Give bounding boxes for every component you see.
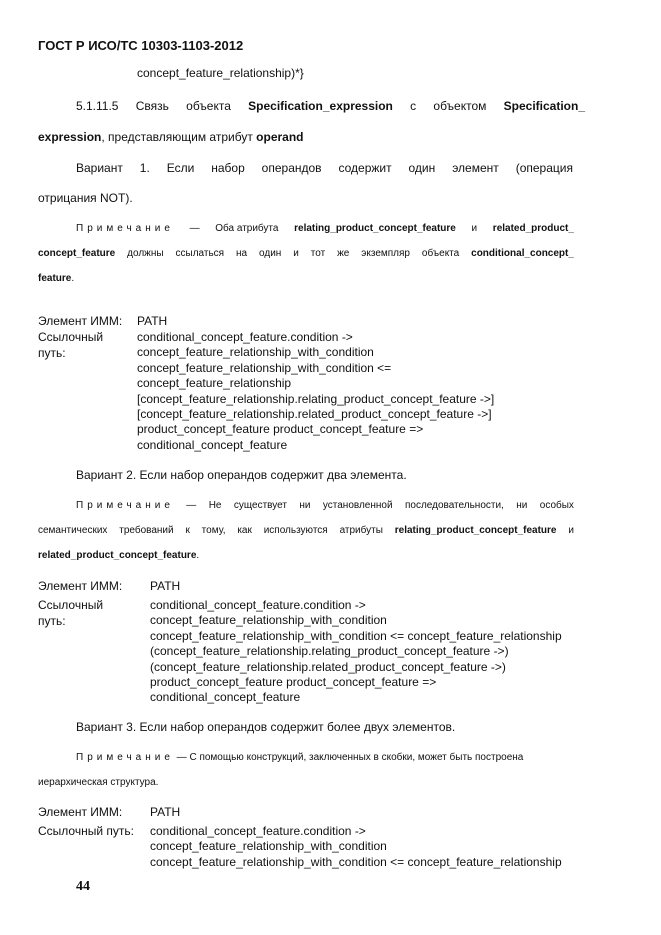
word: экземпляр [361,248,410,259]
bold-term: concept_feature [38,248,116,259]
heading-text: , представляющим атрибут [101,130,257,144]
path-line: concept_feature_relationship_with_condition <= [137,360,392,375]
word: ни [516,500,528,511]
variant2-text: Вариант 2. Если набор операндов содержит два элемента. [76,468,407,482]
block3-element-value: PATH [150,805,181,819]
word: существует [233,500,287,511]
path-line: [concept_feature_relationship.related_product_concept_feature ->] [137,407,492,422]
word: 1. [139,161,150,175]
block2-path [150,598,562,706]
word: к [185,525,190,536]
bold-term: relating_product_concept_feature [394,525,557,536]
note1-line1 [76,223,574,234]
variant3-text: Вариант 3. Если набор операндов содержит более двух элементов. [76,720,456,734]
heading-word: Связь [135,99,169,113]
word: ни [299,500,311,511]
note1-line3 [38,273,74,284]
note2-line2 [38,525,574,536]
block3-path [150,824,562,870]
note-label: Примечание [76,752,174,763]
word: же [337,248,350,259]
path-line: [concept_feature_relationship.relating_product_concept_feature ->] [137,391,495,406]
note3-line2: иерархическая структура. [38,777,159,788]
path-line: product_concept_feature product_concept_feature => [150,675,437,690]
note-label: Примечание [76,223,174,234]
bold-term: related_product_ [492,223,574,234]
word: семантических [38,525,108,536]
bold-term: feature [38,273,72,284]
page-number: 44 [76,879,90,894]
note3-line1 [76,752,523,763]
document-header: ГОСТ Р ИСО/ТС 10303-1103-2012 [38,38,244,53]
word: (операция [515,161,573,175]
path-line: concept_feature_relationship_with_condition [150,839,387,854]
word: ссылаться [175,248,225,259]
block1-label-ref-2: путь: [38,346,66,360]
word: объекта [421,248,460,259]
block2-element-value: PATH [150,579,181,593]
heading-word: объекта [186,99,231,113]
heading-word: объектом [433,99,487,113]
note2-line1 [76,500,574,511]
path-line: concept_feature_relationship_with_condition [150,613,387,628]
heading-bold-term: Specification_ [503,99,585,113]
word: Вариант [76,161,123,175]
path-line: concept_feature_relationship_with_condition <= concept_feature_relationship [150,854,562,869]
bold-term: relating_product_concept_feature [294,223,456,234]
path-line: conditional_concept_feature.condition -> [137,330,353,344]
path-line: conditional_concept_feature [137,437,288,452]
word: Не [208,500,222,511]
note1-line2 [38,248,574,259]
path-line: concept_feature_relationship_with_condition <= concept_feature_relationship [150,628,562,643]
heading-bold-term: Specification_expression [248,99,393,113]
word: и [471,223,478,234]
path-line: conditional_concept_feature [150,690,301,705]
path-line: concept_feature_relationship [137,376,292,391]
word: на [236,248,248,259]
note-text: С помощью конструкций, заключенных в скобки, может быть построена [189,752,524,763]
note2-line3 [38,550,199,561]
word: один [408,161,436,175]
word: и [568,525,574,536]
word: тот [310,248,326,259]
path-line: product_concept_feature product_concept_feature => [137,422,424,437]
path-line: (concept_feature_relationship.related_product_concept_feature ->) [150,659,506,674]
word: требований [119,525,174,536]
block2-label-ref: Ссылочный [38,598,104,612]
note-dash: — [189,223,200,234]
block3-label-ref: Ссылочный путь: [38,824,134,838]
block1-path [137,330,494,453]
word: набор [211,161,245,175]
note-dash: — [186,500,197,511]
heading-bold-term: expression [38,130,102,144]
heading-word: с [410,99,417,113]
variant1-line2: отрицания NOT). [38,191,133,205]
path-line: concept_feature_relationship_with_condition [137,345,374,360]
heading-bold-term: operand [256,130,304,144]
word: и [293,248,299,259]
path-line: conditional_concept_feature.condition -> [150,824,366,838]
section-number: 5.1.11.5 [76,99,119,113]
note-label: Примечание [76,500,174,511]
word: содержит [338,161,392,175]
word: Оба атрибута [215,223,279,234]
word: один [259,248,282,259]
block1-label-ref: Ссылочный [38,330,104,344]
word: тому, [201,525,226,536]
path-line: (concept_feature_relationship.relating_product_concept_feature ->) [150,644,509,659]
bold-term: conditional_concept_ [471,248,574,259]
block2-label-element: Элемент ИММ: [38,579,123,593]
note-dash: — [176,752,187,763]
variant1-line1 [76,161,573,175]
path-line: conditional_concept_feature.condition -> [150,598,366,612]
word: атрибуты [339,525,383,536]
block1-element-value: PATH [137,314,168,328]
block3-label-element: Элемент ИММ: [38,805,123,819]
word: последовательности, [404,500,504,511]
word: операндов [261,161,322,175]
word: установленной [322,500,393,511]
punct: . [71,273,75,284]
bold-term: related_product_concept_feature [38,550,197,561]
word: должны [127,248,164,259]
punct: . [196,550,200,561]
word: элемент [452,161,499,175]
word: используются [263,525,328,536]
block2-label-ref-2: путь: [38,614,66,628]
word: Если [166,161,195,175]
section-heading-line1 [76,99,585,113]
word: как [237,525,252,536]
code-continuation: concept_feature_relationship)*} [137,66,304,80]
word: особых [539,500,574,511]
section-heading-line2 [38,130,304,144]
block1-label-element: Элемент ИММ: [38,314,123,328]
